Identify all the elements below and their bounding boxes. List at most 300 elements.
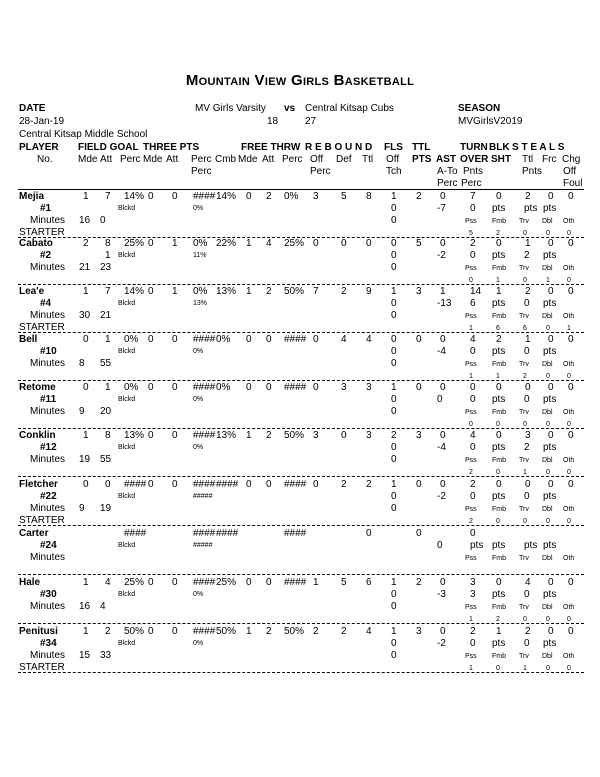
turnover-type-oth: Oth [563, 604, 575, 611]
steals: 4 [525, 577, 531, 588]
tp-perc: #### [193, 479, 216, 490]
fouls-tch: 0 [391, 394, 397, 405]
minutes-2: 23 [100, 262, 112, 273]
home-score: 18 [267, 116, 279, 127]
turnover-count-pss: 5 [469, 230, 473, 237]
turnover-count-dbl: 1 [546, 277, 550, 284]
fouls-extra: 0 [391, 358, 397, 369]
row-divider [18, 380, 584, 381]
col-tp-mde: Mde [143, 154, 163, 165]
turnover-type-oth: Oth [563, 653, 575, 660]
player-number: #2 [40, 250, 52, 261]
turnover-type-trv: Trv [519, 265, 529, 272]
fg-perc: 0% [124, 334, 139, 345]
starter-label: STARTER [19, 322, 65, 333]
ft-perc: #### [284, 382, 307, 393]
blckd-perc: 0% [193, 591, 204, 598]
blckd-label: Blckd [118, 591, 136, 598]
turnover-type-fmb: Fmb [492, 653, 506, 660]
reb-off: 3 [313, 191, 319, 202]
turnover-type-fmb: Fmb [492, 218, 506, 225]
minutes-label: Minutes [30, 406, 66, 417]
reb-ttl: 0 [366, 238, 372, 249]
starter-label: STARTER [19, 662, 65, 673]
turnover-count-fmb: 2 [496, 616, 500, 623]
forced: 0 [548, 577, 554, 588]
pts-label: pts [492, 250, 506, 261]
reb-def: 3 [341, 382, 347, 393]
forced: 0 [548, 479, 554, 490]
fouls-extra: 0 [391, 262, 397, 273]
col-pts: PTS [412, 154, 432, 165]
turnover-pts: pts [470, 540, 484, 551]
turnover-count-fmb: 1 [496, 277, 500, 284]
turnover-count-oth: 0 [567, 469, 571, 476]
steal-pts: 0 [524, 298, 530, 309]
turnover-count-fmb: 6 [496, 325, 500, 332]
row-divider [18, 574, 584, 575]
reb-off: 0 [313, 334, 319, 345]
points: 2 [416, 577, 422, 588]
tp-att: 0 [172, 334, 178, 345]
fg-perc: 14% [124, 286, 145, 297]
fouls: 1 [391, 382, 397, 393]
blckd-label: Blckd [118, 300, 136, 307]
ft-att: 2 [266, 191, 272, 202]
ft-made: 1 [246, 626, 252, 637]
col-stl-pnts: Pnts [522, 166, 543, 177]
col-sht: SHT [491, 154, 511, 165]
col-fg-att: Att [100, 154, 113, 165]
minutes-2: 55 [100, 454, 112, 465]
col-pnts-perc: Perc [461, 178, 482, 189]
turnover-count-trv: 0 [523, 277, 527, 284]
turnover-type-pss: Pss [465, 218, 477, 225]
tp-perc: #### [193, 528, 216, 539]
fouls-extra: 0 [391, 601, 397, 612]
fg-att: 7 [105, 286, 111, 297]
turnover-type-pss: Pss [465, 555, 477, 562]
col-tch: Tch [386, 166, 402, 177]
ft-att: 2 [266, 430, 272, 441]
turnover-pts: 0 [470, 394, 476, 405]
blocks: 0 [496, 577, 502, 588]
charges: 0 [568, 430, 574, 441]
turnover-type-trv: Trv [519, 361, 529, 368]
col-reb-perc: Perc [310, 166, 331, 177]
ft-perc: 0% [284, 191, 299, 202]
steal-pts: pts [524, 203, 538, 214]
blocks: 0 [496, 238, 502, 249]
pts-label-2: pts [543, 346, 557, 357]
minutes-1: 19 [79, 454, 91, 465]
blckd-perc: 0% [193, 444, 204, 451]
fg-att: 8 [105, 238, 111, 249]
turnover-type-dbl: Dbl [542, 265, 553, 272]
turnover-type-oth: Oth [563, 218, 575, 225]
assists: 0 [440, 238, 446, 249]
col-ttl: TTL [412, 142, 431, 153]
minutes-2: 55 [100, 358, 112, 369]
turnover-count-fmb: 0 [496, 469, 500, 476]
assists: 0 [440, 626, 446, 637]
cmb-perc: 14% [216, 191, 237, 202]
reb-ttl: 3 [366, 430, 372, 441]
pts-label-2: pts [543, 203, 557, 214]
fg-perc: #### [124, 479, 147, 490]
pts-label: pts [492, 491, 506, 502]
col-fg-perc: Perc [120, 154, 141, 165]
minutes-1: 8 [79, 358, 85, 369]
forced: 0 [548, 238, 554, 249]
ft-perc: #### [284, 528, 307, 539]
reb-def: 0 [341, 430, 347, 441]
ft-perc: 50% [284, 286, 305, 297]
player-number: #10 [40, 346, 57, 357]
player-name: Lea'e [19, 286, 45, 297]
minutes-2: 20 [100, 406, 112, 417]
steals: 3 [525, 430, 531, 441]
cmb-perc: 25% [216, 577, 237, 588]
turnover-type-dbl: Dbl [542, 361, 553, 368]
col-reb-off: Off [310, 154, 324, 165]
player-number: #34 [40, 638, 57, 649]
turnover-type-trv: Trv [519, 604, 529, 611]
assists: 0 [440, 382, 446, 393]
minutes-label: Minutes [30, 358, 66, 369]
fg-att: 1 [105, 382, 111, 393]
ft-perc: 50% [284, 626, 305, 637]
turnover-type-dbl: Dbl [542, 604, 553, 611]
col-chg-off: Off [563, 166, 577, 177]
pts-label-2: pts [543, 589, 557, 600]
minutes-1: 9 [79, 406, 85, 417]
reb-def: 5 [341, 191, 347, 202]
forced: 0 [548, 430, 554, 441]
fg-made: 0 [83, 479, 89, 490]
turnover-pts: 3 [470, 589, 476, 600]
player-number: #4 [40, 298, 52, 309]
ft-perc: 50% [284, 430, 305, 441]
turnover-count-dbl: 0 [546, 230, 550, 237]
turnover-type-dbl: Dbl [542, 409, 553, 416]
tp-att: 0 [172, 382, 178, 393]
fg-made: 1 [83, 286, 89, 297]
turnover-count-trv: 1 [523, 469, 527, 476]
player-name: Bell [19, 334, 38, 345]
reb-off: 0 [313, 382, 319, 393]
col-a-to: A-To [437, 166, 458, 177]
col-ato-perc: Perc [437, 178, 458, 189]
reb-off: 0 [313, 238, 319, 249]
ft-att: 0 [266, 334, 272, 345]
player-number: #12 [40, 442, 57, 453]
ft-att: 2 [266, 286, 272, 297]
fouls: 1 [391, 626, 397, 637]
fg-perc: 0% [124, 382, 139, 393]
points: 0 [416, 528, 422, 539]
reb-def: 0 [341, 238, 347, 249]
turnover-type-trv: Trv [519, 313, 529, 320]
pts-label: pts [492, 346, 506, 357]
turnover-count-dbl: 0 [546, 616, 550, 623]
tp-att: 1 [172, 286, 178, 297]
charges: 0 [568, 577, 574, 588]
ast-to-ratio: -3 [437, 589, 446, 600]
points: 0 [416, 334, 422, 345]
tp-perc: #### [193, 334, 216, 345]
tp-att: 0 [172, 577, 178, 588]
blckd-value: 1 [105, 250, 111, 261]
assists: 0 [440, 577, 446, 588]
turnover-type-fmb: Fmb [492, 555, 506, 562]
player-number: #11 [40, 394, 57, 405]
player-name: Conklin [19, 430, 56, 441]
ast-to-ratio: -4 [437, 442, 446, 453]
fg-made: 1 [83, 430, 89, 441]
fouls: 0 [391, 238, 397, 249]
blocks: 1 [496, 626, 502, 637]
steals: 0 [525, 479, 531, 490]
fouls-tch: 0 [391, 346, 397, 357]
steal-pts: 0 [524, 346, 530, 357]
turnovers: 2 [470, 626, 476, 637]
reb-ttl: 4 [366, 334, 372, 345]
reb-off: 2 [313, 626, 319, 637]
tp-made: 0 [148, 286, 154, 297]
pts-label-2: pts [543, 250, 557, 261]
turnover-count-trv: 1 [523, 665, 527, 672]
fouls-tch: 0 [391, 589, 397, 600]
fg-perc: 13% [124, 430, 145, 441]
turnover-count-trv: 0 [523, 421, 527, 428]
fouls-extra: 0 [391, 310, 397, 321]
tp-perc: #### [193, 430, 216, 441]
blckd-label: Blckd [118, 444, 136, 451]
steals: 0 [525, 382, 531, 393]
ast-to-ratio: -2 [437, 491, 446, 502]
cmb-perc: 13% [216, 286, 237, 297]
cmb-perc: 22% [216, 238, 237, 249]
ft-att: 0 [266, 577, 272, 588]
turnover-count-fmb: 2 [496, 230, 500, 237]
reb-ttl: 9 [366, 286, 372, 297]
turnover-type-dbl: Dbl [542, 218, 553, 225]
reb-def: 2 [341, 479, 347, 490]
col-tp-att: Att [166, 154, 179, 165]
points: 5 [416, 238, 422, 249]
ft-made: 0 [246, 334, 252, 345]
blocks: 1 [496, 286, 502, 297]
tp-perc: #### [193, 577, 216, 588]
ft-made: 0 [246, 191, 252, 202]
col-free-thrw: FREE THRW [241, 142, 301, 153]
turnover-type-pss: Pss [465, 604, 477, 611]
col-ft-att: Att [262, 154, 275, 165]
pts-label: pts [492, 540, 506, 551]
turnover-count-trv: 0 [523, 616, 527, 623]
steal-pts: pts [524, 540, 538, 551]
blocks: 0 [496, 479, 502, 490]
points: 3 [416, 626, 422, 637]
blckd-perc: ##### [193, 493, 213, 500]
reb-off: 3 [313, 430, 319, 441]
minutes-label: Minutes [30, 650, 66, 661]
col-field-goal: FIELD GOAL [78, 142, 139, 153]
turnover-count-pss: 0 [469, 421, 473, 428]
col-frc: Frc [542, 154, 557, 165]
pts-label-2: pts [543, 638, 557, 649]
blckd-perc: 0% [193, 640, 204, 647]
turnover-count-pss: 1 [469, 373, 473, 380]
turnovers: 2 [470, 238, 476, 249]
turnover-count-oth: 0 [567, 421, 571, 428]
turnover-count-oth: 0 [567, 616, 571, 623]
turnover-pts: 0 [470, 638, 476, 649]
player-name: Mejia [19, 191, 45, 202]
turnovers: 3 [470, 577, 476, 588]
fouls: 1 [391, 577, 397, 588]
vs-label: vs [284, 103, 296, 114]
minutes-label: Minutes [30, 552, 66, 563]
minutes-label: Minutes [30, 454, 66, 465]
turnovers: 0 [470, 382, 476, 393]
col-rebound: R E B O U N D [305, 142, 373, 153]
tp-perc: #### [193, 626, 216, 637]
fouls-tch: 0 [391, 491, 397, 502]
reb-ttl: 3 [366, 382, 372, 393]
turnover-type-trv: Trv [519, 506, 529, 513]
game-location: Central Kitsap Middle School [19, 129, 148, 140]
turnover-type-oth: Oth [563, 409, 575, 416]
turnover-pts: 6 [470, 298, 476, 309]
fg-att: 1 [105, 334, 111, 345]
points: 3 [416, 286, 422, 297]
fouls: 0 [391, 334, 397, 345]
tp-perc: #### [193, 191, 216, 202]
tp-made: 0 [148, 191, 154, 202]
reb-off: 0 [313, 479, 319, 490]
player-number: #30 [40, 589, 57, 600]
col-fls: FLS [384, 142, 403, 153]
ft-made: 0 [246, 479, 252, 490]
fouls: 1 [391, 479, 397, 490]
steal-pts: 0 [524, 491, 530, 502]
fouls-tch: 0 [391, 298, 397, 309]
turnover-count-oth: 0 [567, 665, 571, 672]
turnover-type-dbl: Dbl [542, 313, 553, 320]
tp-perc: #### [193, 382, 216, 393]
ft-perc: #### [284, 577, 307, 588]
turnover-count-fmb: 1 [496, 373, 500, 380]
blckd-label: Blckd [118, 396, 136, 403]
turnover-type-trv: Trv [519, 555, 529, 562]
steals: 2 [525, 191, 531, 202]
fg-att: 2 [105, 626, 111, 637]
pts-label: pts [492, 589, 506, 600]
turnover-type-dbl: Dbl [542, 457, 553, 464]
player-name: Hale [19, 577, 41, 588]
player-name: Penitusi [19, 626, 58, 637]
row-divider [18, 428, 584, 429]
turnover-count-trv: 0 [523, 518, 527, 525]
cmb-perc: 13% [216, 430, 237, 441]
fg-made: 1 [83, 577, 89, 588]
blckd-label: Blckd [118, 252, 136, 259]
fouls-extra: 0 [391, 406, 397, 417]
ft-att: 4 [266, 238, 272, 249]
reb-ttl: 6 [366, 577, 372, 588]
turnover-type-fmb: Fmb [492, 506, 506, 513]
minutes-label: Minutes [30, 262, 66, 273]
steal-pts: 2 [524, 250, 530, 261]
col-turn: TURN [460, 142, 488, 153]
season-name: MVGirlsV2019 [458, 116, 523, 127]
col-stl-ttl: Ttl [522, 154, 534, 165]
fouls-extra: 0 [391, 215, 397, 226]
ft-att: 0 [266, 479, 272, 490]
row-divider [18, 525, 584, 526]
blocks: 2 [496, 334, 502, 345]
ast-to-ratio: 0 [437, 394, 443, 405]
charges: 0 [568, 191, 574, 202]
charges: 0 [568, 238, 574, 249]
tp-made: 0 [148, 626, 154, 637]
tp-made: 0 [148, 238, 154, 249]
minutes-2: 4 [100, 601, 106, 612]
turnover-count-dbl: 0 [546, 469, 550, 476]
turnover-count-pss: 2 [469, 518, 473, 525]
ft-made: 1 [246, 238, 252, 249]
steals: 2 [525, 286, 531, 297]
ft-made: 1 [246, 430, 252, 441]
turnover-count-fmb: 0 [496, 421, 500, 428]
turnover-count-trv: 0 [523, 230, 527, 237]
reb-ttl: 2 [366, 479, 372, 490]
ast-to-ratio: -7 [437, 203, 446, 214]
turnover-type-pss: Pss [465, 653, 477, 660]
col-ft-mde: Mde [238, 154, 258, 165]
minutes-1: 30 [79, 310, 91, 321]
ast-to-ratio: -13 [437, 298, 452, 309]
fouls-tch: 0 [391, 442, 397, 453]
player-number: #22 [40, 491, 57, 502]
minutes-2: 33 [100, 650, 112, 661]
turnover-count-pss: 1 [469, 665, 473, 672]
minutes-label: Minutes [30, 215, 66, 226]
turnover-type-pss: Pss [465, 361, 477, 368]
minutes-1: 16 [79, 601, 91, 612]
turnover-type-oth: Oth [563, 555, 575, 562]
tp-made: 0 [148, 577, 154, 588]
ast-to-ratio: 0 [437, 540, 443, 551]
turnovers: 4 [470, 334, 476, 345]
col-player: PLAYER [19, 142, 59, 153]
minutes-1: 16 [79, 215, 91, 226]
col-fg-mde: Mde [78, 154, 98, 165]
fg-made: 0 [83, 334, 89, 345]
fg-made: 2 [83, 238, 89, 249]
tp-made: 0 [148, 430, 154, 441]
minutes-label: Minutes [30, 503, 66, 514]
tp-att: 0 [172, 430, 178, 441]
minutes-1: 21 [79, 262, 91, 273]
col-reb-ttl: Ttl [362, 154, 374, 165]
turnover-count-oth: 0 [567, 277, 571, 284]
tp-perc: 0% [193, 238, 208, 249]
ft-perc: #### [284, 479, 307, 490]
minutes-2: 21 [100, 310, 112, 321]
